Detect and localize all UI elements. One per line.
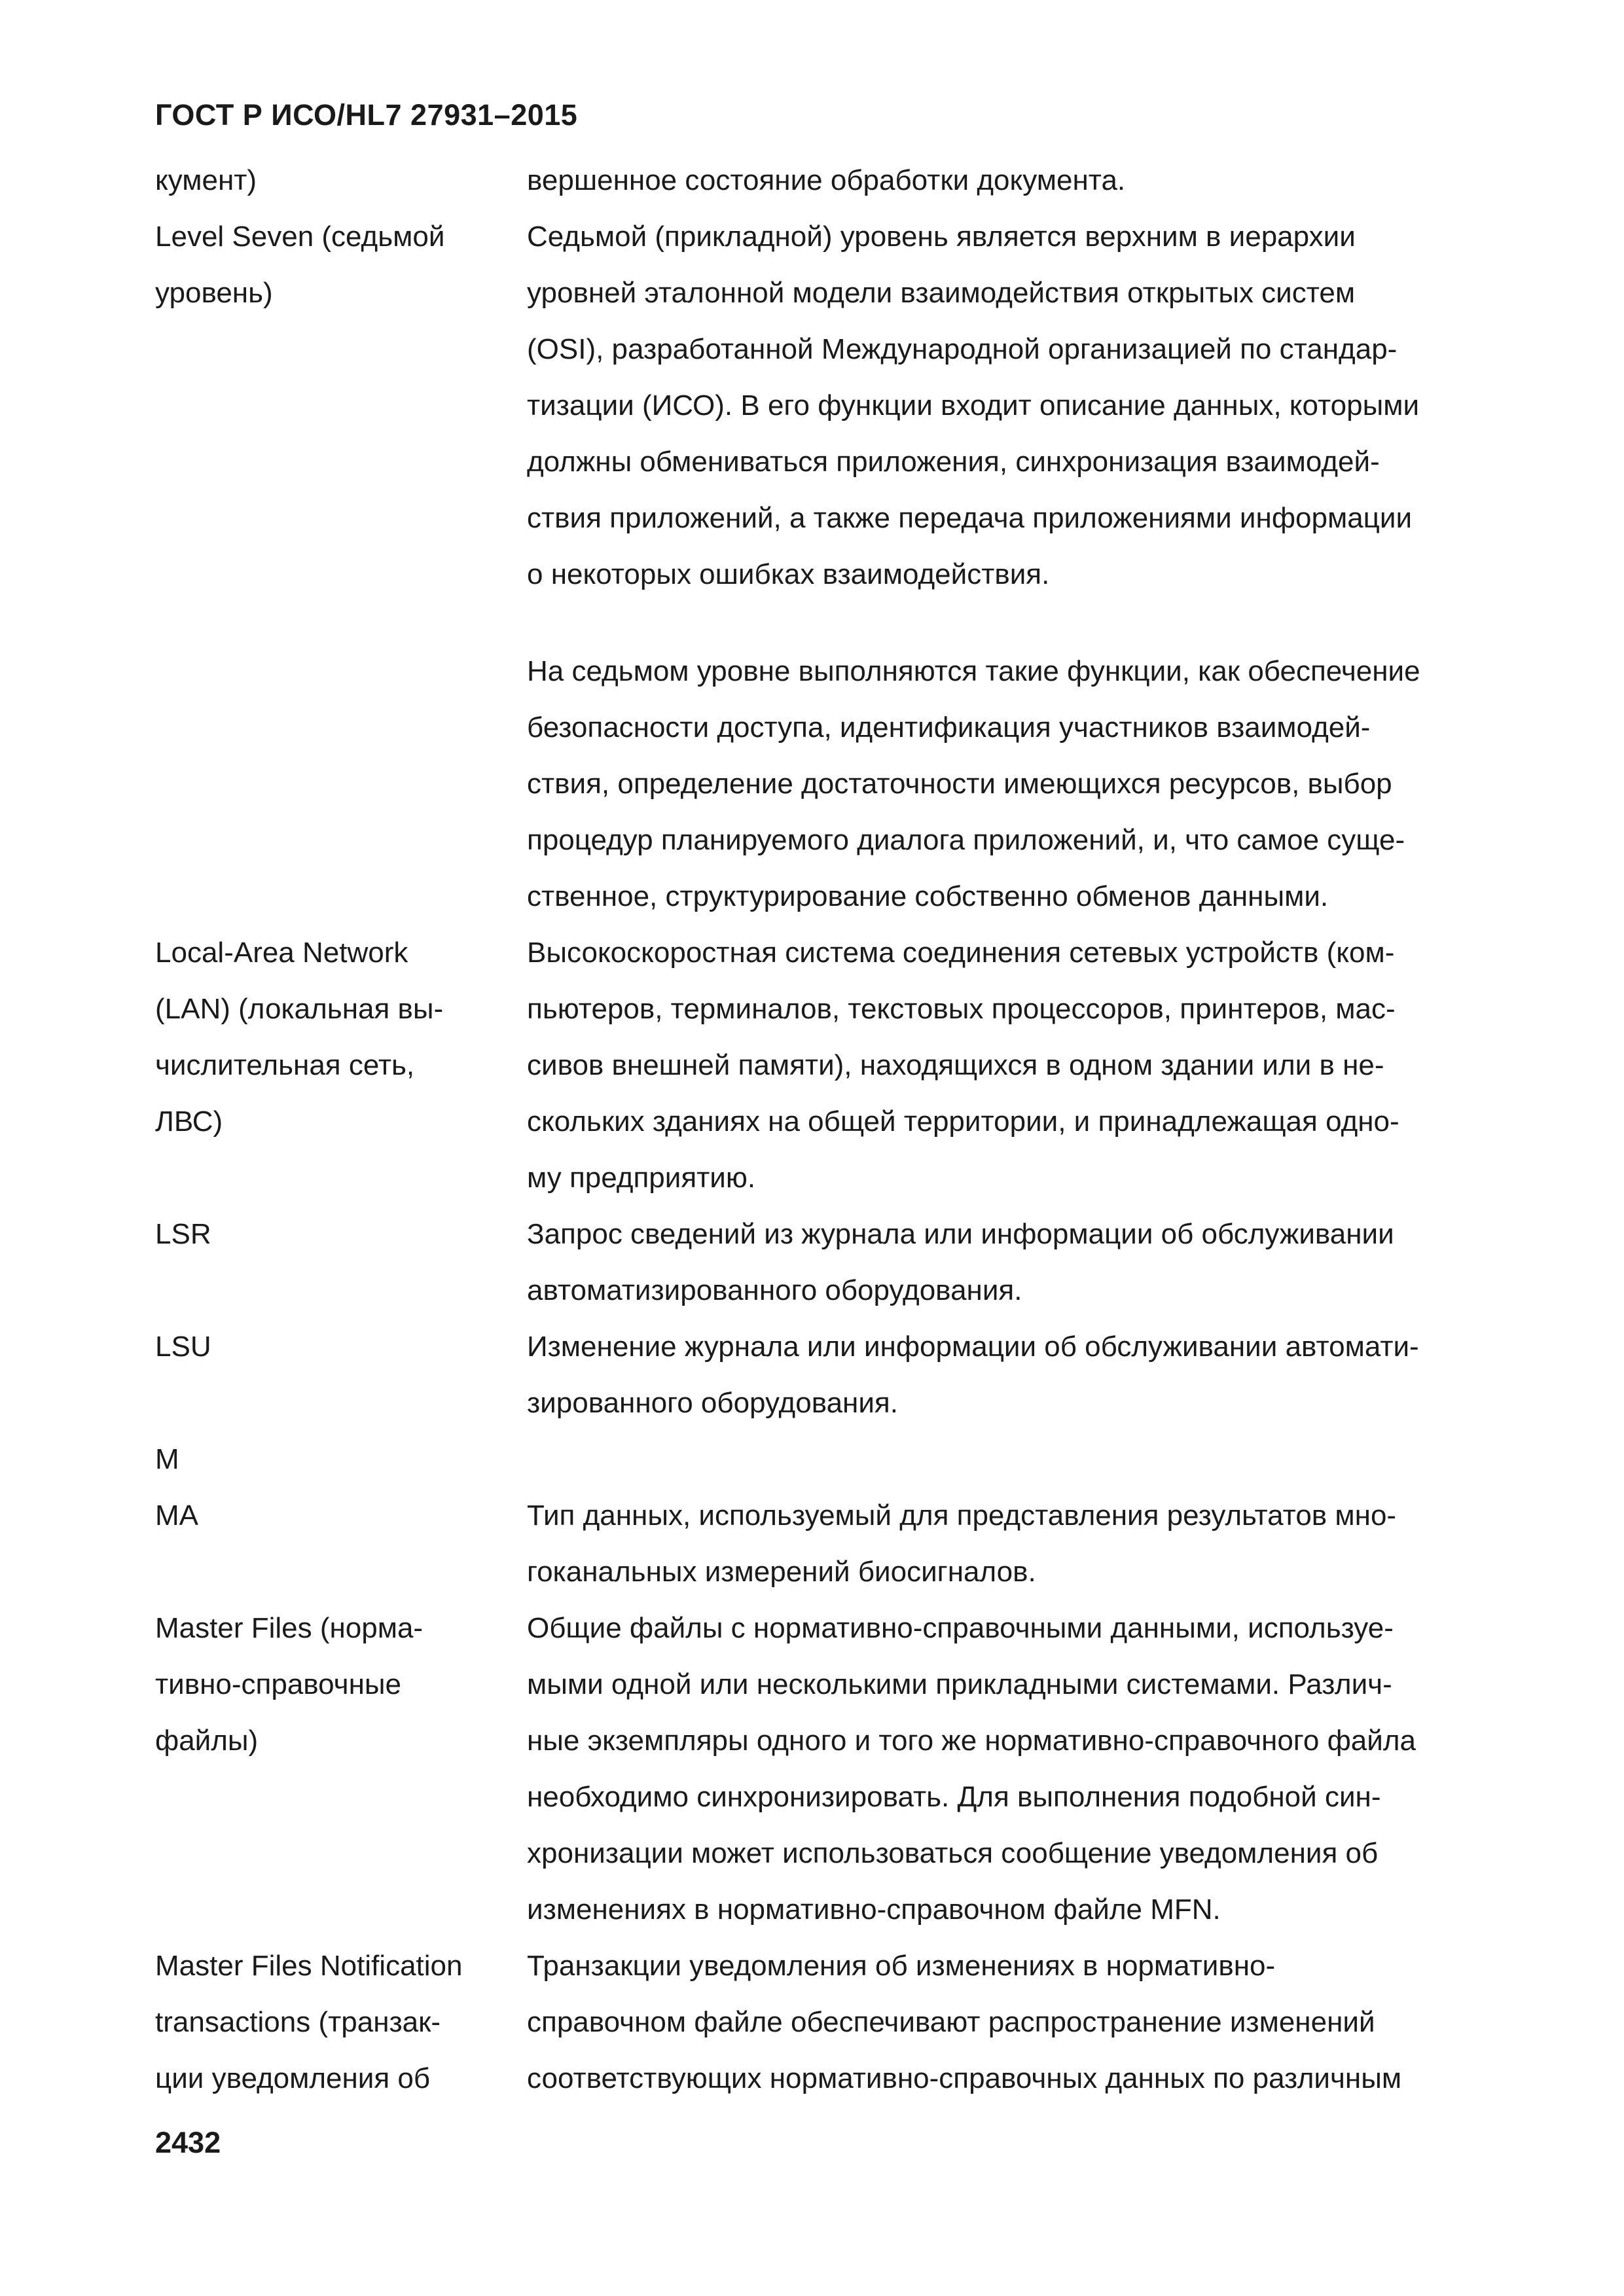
definition-paragraph — [527, 209, 1556, 603]
definition-line: хронизации может использоваться сообщение уведомления об — [527, 1837, 1379, 1869]
definition-paragraph — [527, 1206, 1556, 1319]
definition-paragraph — [527, 152, 1556, 209]
glossary-term — [155, 1206, 527, 1319]
definition-line: Общие файлы с нормативно-справочными данными, используе- — [527, 1612, 1394, 1644]
definition-line: соответствующих нормативно-справочных данных по различным — [527, 2062, 1402, 2094]
term-line: тивно-справочные — [155, 1668, 401, 1700]
definition-line: ные экземпляры одного и того же нормативно-справочного файла — [527, 1725, 1416, 1757]
glossary-entry — [155, 1488, 1556, 1600]
definition-line: Транзакции уведомления об изменениях в нормативно- — [527, 1950, 1276, 1982]
term-line: M — [155, 1443, 179, 1475]
glossary-term — [155, 1488, 527, 1600]
term-line: файлы) — [155, 1725, 259, 1757]
glossary-term — [155, 925, 527, 1206]
definition-line: изменениях в нормативно-справочном файле MFN. — [527, 1893, 1221, 1926]
definition-line: ствия приложений, а также передача приложениями информации — [527, 502, 1413, 534]
definition-paragraph — [527, 1488, 1556, 1600]
glossary-term — [155, 1938, 527, 2107]
definition-line: необходимо синхронизировать. Для выполнения подобной син- — [527, 1781, 1381, 1813]
definition-line: (OSI), разработанной Международной организацией по стандар- — [527, 333, 1398, 365]
glossary-definition — [527, 1206, 1556, 1319]
glossary-list — [155, 152, 1556, 2107]
definition-line: Запрос сведений из журнала или информации об обслуживании — [527, 1218, 1394, 1250]
definition-line — [527, 1431, 1556, 1488]
term-line: ции уведомления об — [155, 2062, 431, 2094]
glossary-entry — [155, 1319, 1556, 1431]
glossary-definition — [527, 925, 1556, 1206]
glossary-entry — [155, 1206, 1556, 1319]
definition-line: о некоторых ошибках взаимодействия. — [527, 558, 1050, 590]
glossary-term — [155, 1600, 527, 1938]
term-line: MA — [155, 1499, 198, 1532]
definition-line: Изменение журнала или информации об обслуживании автомати- — [527, 1331, 1419, 1363]
definition-line: скольких зданиях на общей территории, и принадлежащая одно- — [527, 1105, 1399, 1138]
glossary-entry — [155, 1431, 1556, 1488]
glossary-term — [155, 209, 527, 925]
glossary-term — [155, 152, 527, 209]
glossary-entry — [155, 209, 1556, 925]
definition-line: безопасности доступа, идентификация участников взаимодей- — [527, 711, 1371, 744]
term-line: уровень) — [155, 277, 273, 309]
definition-line: Высокоскоростная система соединения сетевых устройств (ком- — [527, 937, 1395, 969]
term-line: (LAN) (локальная вы- — [155, 993, 444, 1025]
definition-line: вершенное состояние обработки документа. — [527, 164, 1126, 196]
term-line: Master Files Notification — [155, 1950, 463, 1982]
definition-line: тизации (ИСО). В его функции входит описание данных, которыми — [527, 389, 1420, 422]
definition-line: должны обмениваться приложения, синхронизация взаимодей- — [527, 446, 1380, 478]
term-line: кумент) — [155, 164, 257, 196]
term-line: Local-Area Network — [155, 937, 408, 969]
definition-line: Седьмой (прикладной) уровень является верхним в иерархии — [527, 221, 1356, 253]
definition-line: мыми одной или несколькими прикладными системами. Различ- — [527, 1668, 1392, 1700]
definition-line: автоматизированного оборудования. — [527, 1274, 1022, 1306]
definition-paragraph — [527, 643, 1556, 925]
document-header: ГОСТ Р ИСО/HL7 27931–2015 — [155, 98, 578, 132]
definition-line: уровней эталонной модели взаимодействия открытых систем — [527, 277, 1356, 309]
term-line: числительная сеть, — [155, 1049, 415, 1081]
term-line: transactions (транзак- — [155, 2006, 441, 2038]
glossary-entry — [155, 925, 1556, 1206]
definition-paragraph — [527, 1600, 1556, 1938]
definition-paragraph — [527, 1938, 1556, 2107]
glossary-definition — [527, 152, 1556, 209]
definition-paragraph — [527, 925, 1556, 1206]
definition-line: гоканальных измерений биосигналов. — [527, 1556, 1036, 1588]
definition-line: му предприятию. — [527, 1162, 756, 1194]
definition-paragraph — [527, 1431, 1556, 1488]
glossary-definition — [527, 1431, 1556, 1488]
term-line: Master Files (норма- — [155, 1612, 424, 1644]
definition-line: пьютеров, терминалов, текстовых процессоров, принтеров, мас- — [527, 993, 1396, 1025]
definition-line: ствия, определение достаточности имеющихся ресурсов, выбор — [527, 768, 1392, 800]
definition-line: ственное, структурирование собственно обменов данными. — [527, 880, 1329, 912]
definition-line: сивов внешней памяти), находящихся в одном здании или в не- — [527, 1049, 1384, 1081]
term-line: LSR — [155, 1218, 211, 1250]
definition-paragraph — [527, 1319, 1556, 1431]
page-number: 2432 — [155, 2126, 221, 2159]
glossary-term — [155, 1319, 527, 1431]
definition-line: Тип данных, используемый для представления результатов мно- — [527, 1499, 1397, 1532]
glossary-definition — [527, 1938, 1556, 2107]
term-line: Level Seven (седьмой — [155, 221, 445, 253]
glossary-definition — [527, 1488, 1556, 1600]
term-line: ЛВС) — [155, 1105, 223, 1138]
glossary-definition — [527, 1319, 1556, 1431]
glossary-definition — [527, 209, 1556, 925]
glossary-term — [155, 1431, 527, 1488]
definition-line: процедур планируемого диалога приложений, и, что самое суще- — [527, 824, 1405, 856]
glossary-entry — [155, 1938, 1556, 2107]
glossary-definition — [527, 1600, 1556, 1938]
definition-line: справочном файле обеспечивают распространение изменений — [527, 2006, 1375, 2038]
definition-line: зированного оборудования. — [527, 1387, 898, 1419]
term-line: LSU — [155, 1331, 211, 1363]
glossary-entry — [155, 152, 1556, 209]
glossary-entry — [155, 1600, 1556, 1938]
definition-line: На седьмом уровне выполняются такие функции, как обеспечение — [527, 655, 1420, 687]
